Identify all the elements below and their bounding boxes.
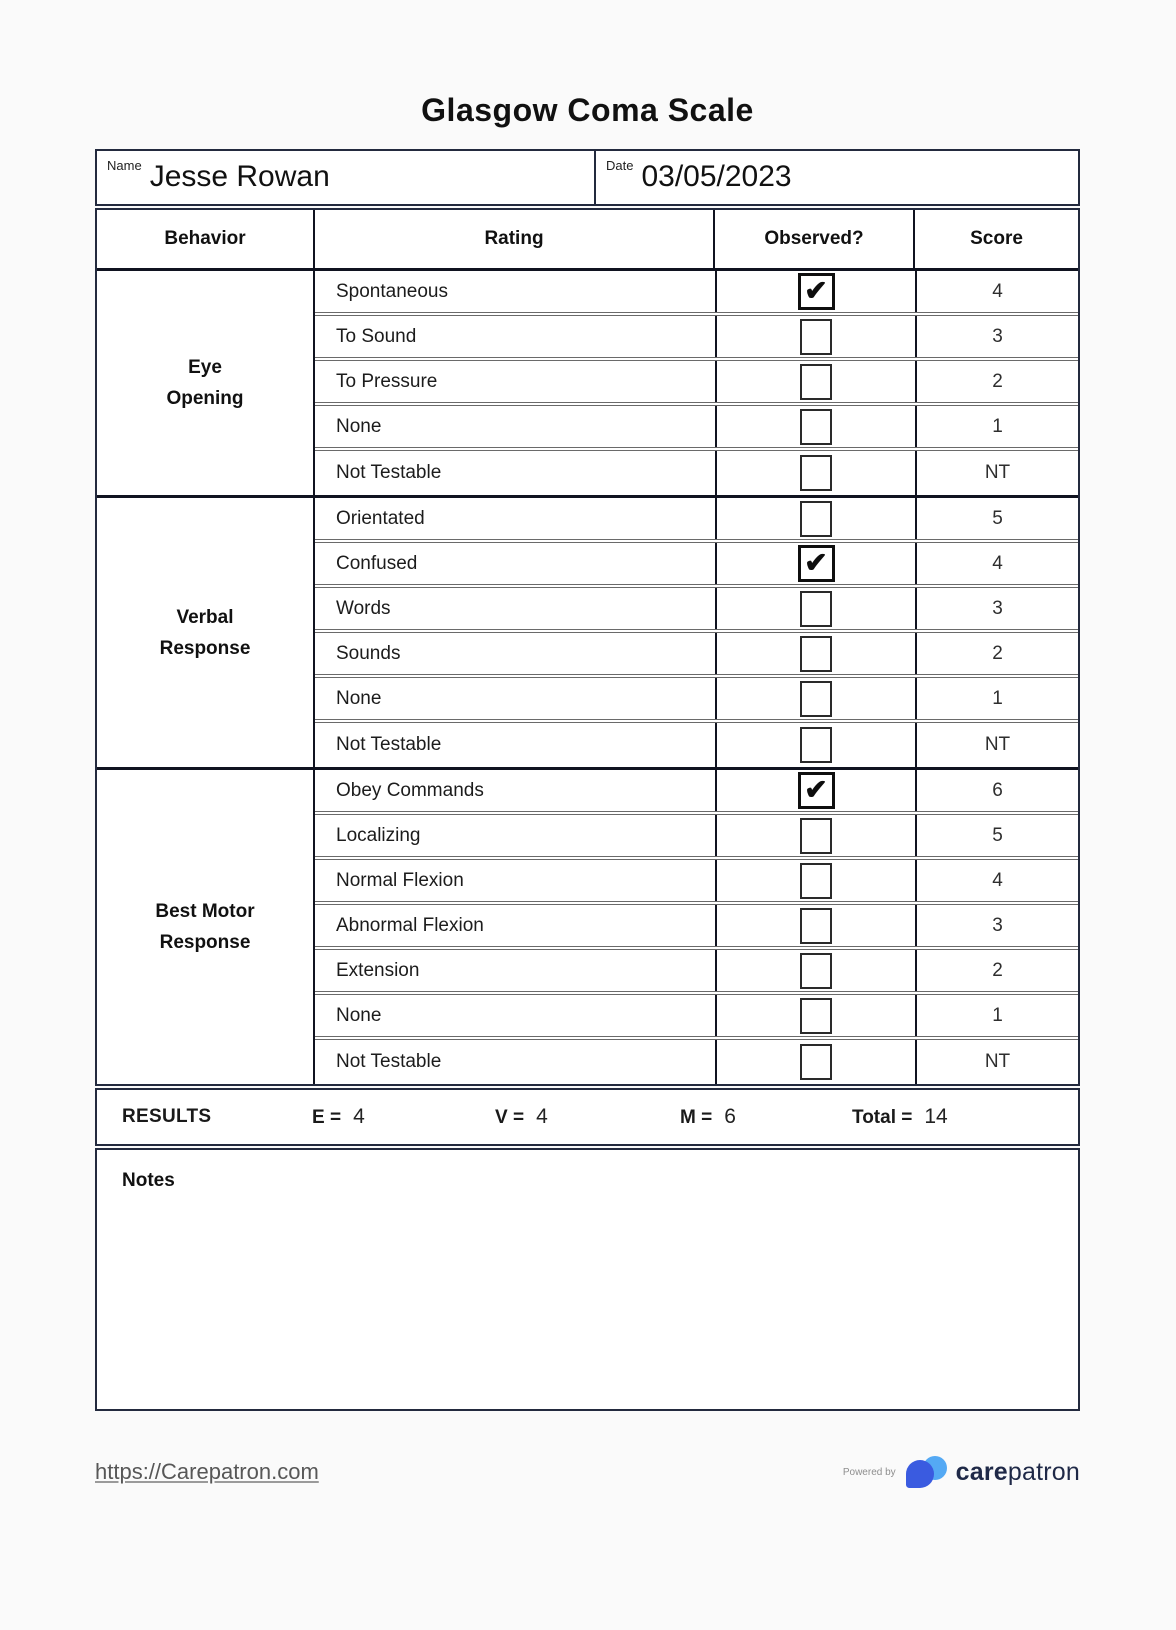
- header-behavior: Behavior: [97, 210, 315, 268]
- check-icon: ✔: [804, 773, 828, 805]
- carepatron-logo-icon: [906, 1455, 950, 1489]
- score-value: 5: [915, 498, 1078, 539]
- observed-cell: [715, 633, 915, 674]
- observed-checkbox[interactable]: [800, 364, 832, 400]
- observed-checkbox[interactable]: [800, 681, 832, 717]
- rating-row: [315, 905, 1078, 950]
- header-observed: Observed?: [715, 210, 915, 268]
- score-value: 4: [915, 543, 1078, 584]
- rating-row: [315, 950, 1078, 995]
- observed-cell: [715, 678, 915, 719]
- carepatron-wordmark: [956, 1458, 1080, 1487]
- check-icon: ✔: [804, 546, 828, 578]
- observed-cell: [715, 770, 915, 811]
- result-total: [852, 1105, 948, 1129]
- rating-label: To Pressure: [336, 370, 438, 392]
- result-total-value[interactable]: 14: [924, 1105, 948, 1128]
- rating-label: Obey Commands: [336, 779, 484, 801]
- rating-row: [315, 815, 1078, 860]
- behavior-label: [97, 770, 315, 1084]
- score-value: NT: [915, 451, 1078, 495]
- result-eye-value[interactable]: 4: [353, 1105, 365, 1128]
- rating-row: [315, 1040, 1078, 1084]
- rating-row: [315, 723, 1078, 767]
- score-value: 3: [915, 588, 1078, 629]
- brand-care: care: [955, 1457, 1008, 1486]
- observed-cell: [715, 361, 915, 402]
- score-value: 4: [915, 271, 1078, 312]
- rating-row: [315, 451, 1078, 495]
- rating-label: None: [336, 687, 382, 709]
- result-eye: [312, 1105, 365, 1129]
- score-value: 5: [915, 815, 1078, 856]
- date-field: [596, 151, 1078, 204]
- notes-label: Notes: [122, 1170, 175, 1191]
- result-verbal-label: V =: [495, 1107, 525, 1128]
- result-motor: [680, 1105, 736, 1129]
- observed-cell: [715, 815, 915, 856]
- score-value: 2: [915, 950, 1078, 991]
- brand-patron: patron: [1007, 1457, 1080, 1486]
- powered-by-label: Powered by: [842, 1466, 896, 1478]
- date-value[interactable]: 03/05/2023: [641, 160, 792, 193]
- powered-by-block: [843, 1455, 1080, 1489]
- observed-checkbox[interactable]: [800, 319, 832, 355]
- rating-row: [315, 860, 1078, 905]
- rating-row: [315, 678, 1078, 723]
- observed-checkbox[interactable]: [800, 409, 832, 445]
- behavior-label-line: Opening: [166, 388, 244, 409]
- rating-label: Extension: [336, 959, 420, 981]
- observed-cell: [715, 406, 915, 447]
- score-value: 1: [915, 406, 1078, 447]
- rating-label: Abnormal Flexion: [336, 914, 484, 936]
- rating-row: [315, 361, 1078, 406]
- carepatron-link[interactable]: https://Carepatron.com: [95, 1459, 319, 1484]
- rating-row: [315, 498, 1078, 543]
- rating-label: Words: [336, 597, 391, 619]
- score-value: 1: [915, 678, 1078, 719]
- result-motor-label: M =: [680, 1107, 713, 1128]
- observed-cell: [715, 316, 915, 357]
- observed-cell: [715, 860, 915, 901]
- rating-rows: [315, 498, 1078, 767]
- observed-cell: [715, 950, 915, 991]
- table-header-row: [97, 210, 1078, 271]
- page-title: Glasgow Coma Scale: [421, 92, 754, 128]
- name-value[interactable]: Jesse Rowan: [149, 160, 330, 193]
- score-value: 6: [915, 770, 1078, 811]
- gcs-section-1: [97, 498, 1078, 770]
- rating-row: [315, 633, 1078, 678]
- score-value: 4: [915, 860, 1078, 901]
- rating-rows: [315, 770, 1078, 1084]
- rating-row: [315, 316, 1078, 361]
- rating-row: [315, 271, 1078, 316]
- rating-row: [315, 588, 1078, 633]
- rating-label: None: [336, 1004, 382, 1026]
- date-label: Date: [606, 158, 634, 173]
- results-row: [95, 1088, 1080, 1146]
- observed-checkbox[interactable]: [800, 636, 832, 672]
- rating-label: Not Testable: [336, 1051, 442, 1072]
- behavior-label: [97, 271, 315, 495]
- observed-cell: [715, 1040, 915, 1084]
- rating-label: Sounds: [336, 642, 401, 664]
- observed-checkbox[interactable]: [800, 953, 832, 989]
- observed-checkbox[interactable]: [800, 1044, 832, 1080]
- behavior-label-line: Eye: [188, 357, 222, 378]
- rating-label: Localizing: [336, 824, 421, 846]
- logo-bubble-dark: [906, 1460, 934, 1488]
- results-label: RESULTS: [122, 1106, 212, 1127]
- behavior-label-line: Response: [159, 932, 251, 953]
- observed-checkbox[interactable]: [800, 501, 832, 537]
- score-value: NT: [915, 1040, 1078, 1084]
- result-eye-label: E =: [312, 1107, 342, 1128]
- check-icon: ✔: [804, 274, 828, 306]
- observed-cell: [715, 498, 915, 539]
- behavior-label-line: Verbal: [176, 606, 234, 628]
- result-verbal: [495, 1105, 548, 1129]
- rating-label: Orientated: [336, 507, 425, 529]
- result-total-label: Total =: [852, 1107, 913, 1128]
- rating-label: None: [336, 415, 382, 437]
- rating-label: Confused: [336, 552, 418, 574]
- observed-cell: [715, 451, 915, 495]
- notes-value[interactable]: [122, 1200, 1053, 1380]
- rating-label: To Sound: [336, 325, 417, 347]
- rating-row: [315, 995, 1078, 1040]
- score-value: 3: [915, 316, 1078, 357]
- result-verbal-value[interactable]: 4: [536, 1105, 548, 1128]
- gcs-sections: [97, 271, 1078, 1084]
- rating-label: Normal Flexion: [336, 869, 464, 891]
- behavior-label-line: Response: [159, 637, 251, 659]
- observed-cell: [715, 723, 915, 767]
- observed-checkbox[interactable]: [800, 591, 832, 627]
- rating-rows: [315, 271, 1078, 495]
- rating-row: [315, 543, 1078, 588]
- observed-cell: [715, 905, 915, 946]
- score-value: 2: [915, 361, 1078, 402]
- rating-row: [315, 770, 1078, 815]
- observed-cell: [715, 271, 915, 312]
- score-value: 2: [915, 633, 1078, 674]
- rating-label: Not Testable: [336, 462, 442, 483]
- observed-checkbox[interactable]: [800, 908, 832, 944]
- gcs-section-2: [97, 770, 1078, 1084]
- gcs-section-0: [97, 271, 1078, 498]
- behavior-label: [97, 498, 315, 767]
- observed-checkbox[interactable]: [800, 727, 832, 763]
- observed-cell: [715, 995, 915, 1036]
- notes-box[interactable]: [95, 1148, 1080, 1411]
- observed-checkbox-checked[interactable]: [798, 772, 835, 809]
- observed-checkbox-checked[interactable]: [798, 273, 835, 310]
- observed-checkbox-checked[interactable]: [798, 545, 835, 582]
- footer: [0, 1455, 1176, 1489]
- score-value: 1: [915, 995, 1078, 1036]
- header-rating: Rating: [315, 210, 715, 268]
- result-motor-value[interactable]: 6: [724, 1105, 736, 1128]
- observed-checkbox[interactable]: [800, 455, 832, 491]
- observed-checkbox[interactable]: [800, 998, 832, 1034]
- behavior-label-line: Best Motor: [155, 901, 255, 922]
- name-date-row: [95, 149, 1080, 206]
- observed-cell: [715, 543, 915, 584]
- observed-cell: [715, 588, 915, 629]
- observed-checkbox[interactable]: [800, 818, 832, 854]
- gcs-table: [95, 208, 1080, 1086]
- header-score: Score: [970, 228, 1023, 249]
- score-value: 3: [915, 905, 1078, 946]
- rating-row: [315, 406, 1078, 451]
- name-label: Name: [107, 158, 142, 173]
- rating-label: Spontaneous: [336, 280, 448, 302]
- observed-checkbox[interactable]: [800, 863, 832, 899]
- name-field: [97, 151, 596, 204]
- score-value: NT: [915, 723, 1078, 767]
- rating-label: Not Testable: [336, 734, 442, 755]
